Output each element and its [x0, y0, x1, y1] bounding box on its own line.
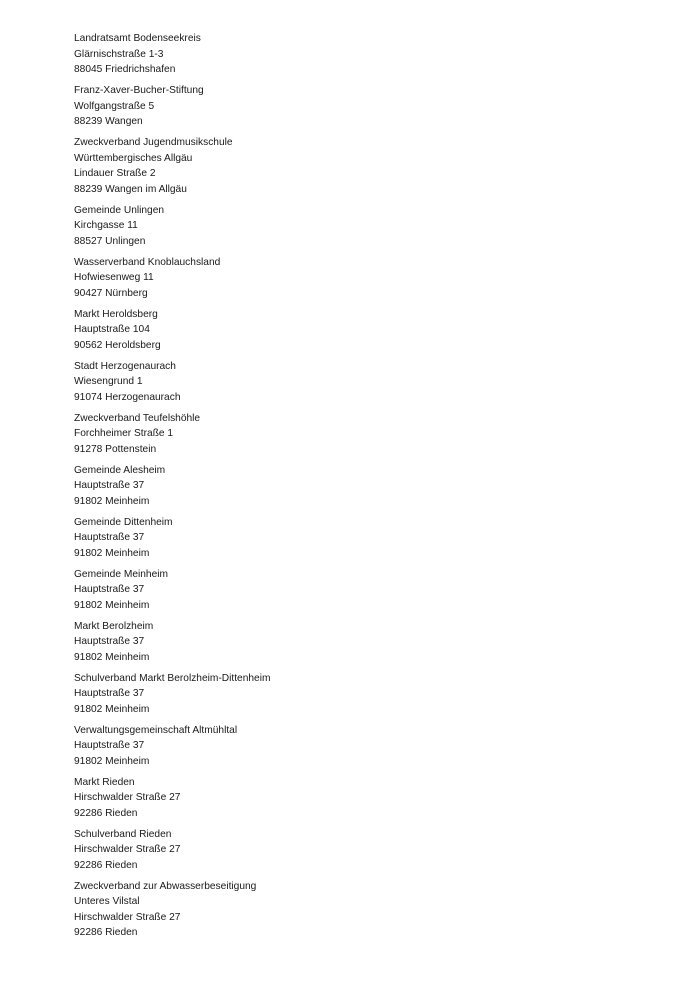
address-line: Gemeinde Unlingen — [74, 204, 165, 216]
address-line: 91802 Meinheim — [74, 651, 150, 663]
address-line: 92286 Rieden — [74, 807, 138, 819]
address-line: 88239 Wangen im Allgäu — [74, 183, 187, 195]
address-line: Schulverband Rieden — [74, 828, 172, 840]
address-block — [74, 307, 634, 354]
address-line: Lindauer Straße 2 — [74, 168, 156, 179]
address-line: Stadt Herzogenaurach — [74, 360, 176, 372]
address-line: 88527 Unlingen — [74, 235, 146, 247]
address-line: Württembergisches Allgäu — [74, 152, 193, 164]
address-block — [74, 879, 634, 941]
address-line: 91074 Herzogenaurach — [74, 391, 181, 403]
address-line: Gemeinde Dittenheim — [74, 516, 173, 528]
address-line: Schulverband Markt Berolzheim-Dittenheim — [74, 672, 271, 684]
address-block — [74, 135, 634, 197]
address-line: Markt Rieden — [74, 776, 135, 788]
address-line: Hauptstraße 37 — [74, 584, 145, 595]
address-line: Hauptstraße 37 — [74, 480, 145, 491]
address-line: Zweckverband Teufelshöhle — [74, 412, 201, 424]
address-list — [74, 31, 634, 946]
address-line: Hauptstraße 37 — [74, 740, 145, 751]
address-line: Hirschwalder Straße 27 — [74, 911, 181, 923]
address-line: 91802 Meinheim — [74, 599, 150, 611]
address-block — [74, 567, 634, 614]
address-block — [74, 515, 634, 562]
address-line: 90427 Nürnberg — [74, 287, 148, 299]
address-line: Zweckverband zur Abwasserbeseitigung — [74, 880, 257, 892]
address-block — [74, 255, 634, 302]
address-line: Unteres Vilstal — [74, 896, 140, 907]
address-line: 91278 Pottenstein — [74, 443, 157, 455]
address-line: Hirschwalder Straße 27 — [74, 844, 181, 855]
address-line: Hofwiesenweg 11 — [74, 272, 154, 283]
address-line: 91802 Meinheim — [74, 755, 150, 767]
address-line: Hauptstraße 104 — [74, 324, 150, 335]
address-line: Wiesengrund 1 — [74, 376, 143, 387]
address-line: Franz-Xaver-Bucher-Stiftung — [74, 85, 204, 96]
address-block — [74, 619, 634, 666]
address-line: Hirschwalder Straße 27 — [74, 792, 181, 803]
address-block — [74, 31, 634, 78]
address-line: 91802 Meinheim — [74, 495, 150, 507]
address-block — [74, 775, 634, 822]
address-line: Wasserverband Knoblauchsland — [74, 256, 221, 268]
address-line: Wolfgangstraße 5 — [74, 100, 155, 112]
address-line: Gemeinde Alesheim — [74, 464, 166, 476]
address-line: 92286 Rieden — [74, 927, 138, 938]
address-line: Markt Berolzheim — [74, 620, 154, 632]
address-line: Verwaltungsgemeinschaft Altmühltal — [74, 724, 238, 736]
address-line: Hauptstraße 37 — [74, 636, 145, 647]
address-line: Markt Heroldsberg — [74, 308, 158, 320]
address-block — [74, 827, 634, 874]
address-line: 91802 Meinheim — [74, 547, 150, 559]
address-block — [74, 463, 634, 510]
address-block — [74, 671, 634, 718]
address-line: 88045 Friedrichshafen — [74, 64, 176, 75]
address-block — [74, 203, 634, 250]
address-line: Hauptstraße 37 — [74, 688, 145, 699]
address-line: 92286 Rieden — [74, 859, 138, 871]
address-line: Gemeinde Meinheim — [74, 568, 168, 580]
address-line: Kirchgasse 11 — [74, 220, 138, 231]
address-block — [74, 359, 634, 406]
address-line: Glärnischstraße 1-3 — [74, 48, 164, 60]
address-line: 91802 Meinheim — [74, 703, 150, 715]
address-block — [74, 411, 634, 458]
address-line: Landratsamt Bodenseekreis — [74, 33, 201, 44]
address-block — [74, 723, 634, 770]
address-line: 88239 Wangen — [74, 116, 143, 127]
address-line: Zweckverband Jugendmusikschule — [74, 137, 233, 148]
address-block — [74, 83, 634, 130]
address-line: 90562 Heroldsberg — [74, 339, 161, 351]
address-line: Forchheimer Straße 1 — [74, 428, 174, 439]
address-line: Hauptstraße 37 — [74, 532, 145, 543]
